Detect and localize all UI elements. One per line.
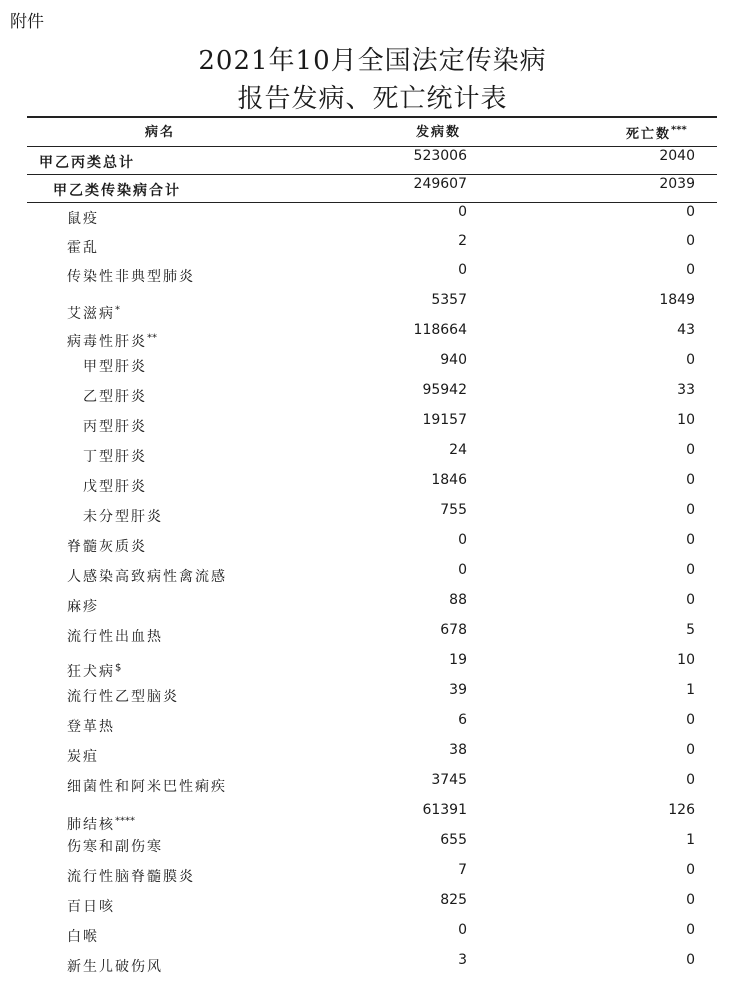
deaths-value: 1 <box>686 832 695 848</box>
table-row <box>27 622 717 652</box>
header-deaths-mark: *** <box>671 124 687 136</box>
table-row <box>27 802 717 832</box>
disease-name-label: 人感染高致病性禽流感 <box>67 569 227 585</box>
cases-value: 0 <box>458 532 467 548</box>
table-row <box>27 952 717 982</box>
disease-name <box>53 180 181 200</box>
deaths-value: 33 <box>677 382 695 398</box>
disease-name <box>39 152 135 172</box>
cases-value: 95942 <box>422 382 467 398</box>
deaths-value: 5 <box>686 622 695 638</box>
cases-value: 39 <box>449 682 467 698</box>
table-row <box>27 148 717 178</box>
disease-name-label: 伤寒和副伤寒 <box>67 839 163 855</box>
disease-name <box>67 896 115 916</box>
cases-value: 5357 <box>431 292 467 308</box>
deaths-value: 0 <box>686 712 695 728</box>
deaths-value: 0 <box>686 532 695 548</box>
table-row <box>27 682 717 712</box>
table-row <box>27 352 717 382</box>
cases-value: 3745 <box>431 772 467 788</box>
cases-value: 88 <box>449 592 467 608</box>
disease-name-label: 新生儿破伤风 <box>67 959 163 975</box>
disease-name <box>67 926 99 946</box>
cases-value: 61391 <box>422 802 467 818</box>
deaths-value: 1849 <box>659 292 695 308</box>
header-name: 病名 <box>145 125 176 140</box>
cases-value: 7 <box>458 862 467 878</box>
cases-value: 2 <box>458 233 467 249</box>
disease-name-label: 肺结核 <box>67 817 115 833</box>
deaths-value: 10 <box>677 412 695 428</box>
disease-name <box>67 536 147 556</box>
cases-value: 0 <box>458 262 467 278</box>
disease-name <box>67 716 115 736</box>
disease-name-label: 丙型肝炎 <box>83 419 147 435</box>
table-row <box>27 652 717 682</box>
disease-name <box>67 208 99 228</box>
disease-name-label: 流行性出血热 <box>67 629 163 645</box>
table-row <box>27 442 717 472</box>
deaths-value: 0 <box>686 922 695 938</box>
disease-name <box>67 596 99 616</box>
disease-name-label: 传染性非典型肺炎 <box>67 269 195 285</box>
table-row <box>27 322 717 352</box>
deaths-value: 0 <box>686 952 695 968</box>
deaths-value: 0 <box>686 472 695 488</box>
deaths-value: 0 <box>686 233 695 249</box>
table-row <box>27 176 717 206</box>
table-row <box>27 742 717 772</box>
disease-name-label: 鼠疫 <box>67 211 99 227</box>
table-row <box>27 502 717 532</box>
disease-name-label: 戊型肝炎 <box>83 479 147 495</box>
table-top-rule <box>27 116 717 118</box>
disease-name-label: 流行性乙型脑炎 <box>67 689 179 705</box>
disease-name <box>67 331 157 351</box>
disease-name-label: 狂犬病 <box>67 664 115 680</box>
disease-name-label: 麻疹 <box>67 599 99 615</box>
cases-value: 24 <box>449 442 467 458</box>
footnote-mark: $ <box>115 662 122 674</box>
deaths-value: 126 <box>668 802 695 818</box>
disease-name <box>67 661 121 681</box>
cases-value: 0 <box>458 562 467 578</box>
document-title-line-2: 报告发病、死亡统计表 <box>237 84 508 114</box>
footnote-mark: * <box>115 304 120 316</box>
disease-name <box>83 386 147 406</box>
cases-value: 19 <box>449 652 467 668</box>
cases-value: 0 <box>458 922 467 938</box>
disease-name-label: 登革热 <box>67 719 115 735</box>
table-row <box>27 412 717 442</box>
deaths-value: 0 <box>686 442 695 458</box>
cases-value: 0 <box>458 204 467 220</box>
cases-value: 678 <box>440 622 467 638</box>
disease-name <box>67 836 163 856</box>
table-row <box>27 532 717 562</box>
deaths-value: 10 <box>677 652 695 668</box>
deaths-value: 0 <box>686 772 695 788</box>
cases-value: 825 <box>440 892 467 908</box>
table-row <box>27 922 717 952</box>
disease-name <box>67 566 227 586</box>
table-row <box>27 472 717 502</box>
deaths-value: 0 <box>686 742 695 758</box>
deaths-value: 0 <box>686 892 695 908</box>
deaths-value: 0 <box>686 204 695 220</box>
disease-name-label: 甲乙类传染病合计 <box>53 183 181 199</box>
cases-value: 1846 <box>431 472 467 488</box>
header-deaths <box>626 123 687 142</box>
header-cases: 发病数 <box>416 125 462 140</box>
disease-name <box>83 356 147 376</box>
cases-value: 3 <box>458 952 467 968</box>
deaths-value: 1 <box>686 682 695 698</box>
disease-name <box>83 416 147 436</box>
disease-name-label: 脊髓灰质炎 <box>67 539 147 555</box>
disease-name-label: 病毒性肝炎 <box>67 334 147 350</box>
disease-name-label: 甲乙丙类总计 <box>39 155 135 171</box>
cases-value: 6 <box>458 712 467 728</box>
disease-name-label: 甲型肝炎 <box>83 359 147 375</box>
deaths-value: 0 <box>686 352 695 368</box>
cases-value: 655 <box>440 832 467 848</box>
header-deaths-label: 死亡数 <box>626 127 672 142</box>
disease-name <box>67 776 227 796</box>
disease-name <box>83 446 147 466</box>
table-row <box>27 712 717 742</box>
cases-value: 249607 <box>413 176 467 192</box>
deaths-value: 0 <box>686 862 695 878</box>
table-row <box>27 233 717 263</box>
disease-name <box>67 686 179 706</box>
table-row <box>27 262 717 292</box>
deaths-value: 2039 <box>659 176 695 192</box>
cases-value: 38 <box>449 742 467 758</box>
footnote-mark: ** <box>147 332 157 344</box>
disease-name <box>67 866 195 886</box>
disease-name-label: 丁型肝炎 <box>83 449 147 465</box>
table-row <box>27 772 717 802</box>
table-row <box>27 832 717 862</box>
disease-name-label: 乙型肝炎 <box>83 389 147 405</box>
disease-name-label: 霍乱 <box>67 240 99 256</box>
cases-value: 755 <box>440 502 467 518</box>
disease-name <box>83 476 147 496</box>
deaths-value: 0 <box>686 502 695 518</box>
cases-value: 523006 <box>413 148 467 164</box>
disease-name-label: 未分型肝炎 <box>83 509 163 525</box>
deaths-value: 2040 <box>659 148 695 164</box>
disease-name-label: 流行性脑脊髓膜炎 <box>67 869 195 885</box>
deaths-value: 0 <box>686 592 695 608</box>
disease-name <box>67 303 120 323</box>
disease-name-label: 百日咳 <box>67 899 115 915</box>
disease-name-label: 白喉 <box>67 929 99 945</box>
table-row <box>27 562 717 592</box>
table-row <box>27 592 717 622</box>
disease-name <box>67 814 135 834</box>
cases-value: 940 <box>440 352 467 368</box>
document-title-line-1: 2021年10月全国法定传染病 <box>198 46 547 76</box>
table-row <box>27 204 717 234</box>
disease-name <box>67 237 99 257</box>
deaths-value: 0 <box>686 262 695 278</box>
disease-name <box>67 626 163 646</box>
header-rule <box>27 146 717 147</box>
table-row <box>27 892 717 922</box>
attachment-label: 附件 <box>10 12 44 32</box>
cases-value: 118664 <box>413 322 467 338</box>
disease-name-label: 细菌性和阿米巴性痢疾 <box>67 779 227 795</box>
disease-name-label: 艾滋病 <box>67 306 115 322</box>
table-row <box>27 292 717 322</box>
disease-name <box>67 746 99 766</box>
table-row <box>27 382 717 412</box>
disease-name <box>83 506 163 526</box>
cases-value: 19157 <box>422 412 467 428</box>
disease-name-label: 炭疽 <box>67 749 99 765</box>
disease-name <box>67 956 163 976</box>
deaths-value: 0 <box>686 562 695 578</box>
disease-name <box>67 266 195 286</box>
footnote-mark: **** <box>115 815 135 827</box>
deaths-value: 43 <box>677 322 695 338</box>
table-row <box>27 862 717 892</box>
